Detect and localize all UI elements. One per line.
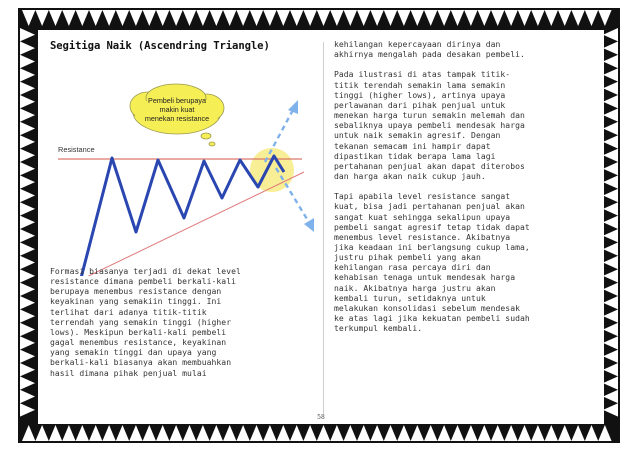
bubble-text-line-3: menekan resistance [144,114,210,123]
bubble-text-line-2: makin kuat [159,105,195,114]
left-column [50,40,312,378]
right-column [334,40,596,345]
breakout-up-arrowhead [288,100,298,114]
page-content [38,30,604,424]
thought-bubble [130,84,224,146]
left-paragraph: Formasi biasanya terjadi di dekat level resistance dimana pembeli berkali-kali berupaya menembus resistance dengan keyakinan yang semakiin tinggi. Ini terlihat dari adanya titik-titik terrendah yang semakin tinggi (higher lows). Meskipun berkali-kali pembeli gagal menembus resistance, keyakinan yang semakin tinggi dan upaya yang berkali-kali biasanya akan membuahkan hasil dimana pihak penjual mulai [50,267,241,378]
page-number: 58 [317,414,325,421]
breakdown-down-arrowhead [304,218,314,232]
bubble-text-line-1: Pembeli berupaya [148,96,206,105]
resistance-label: Resistance [58,145,95,154]
column-divider [323,42,324,414]
right-paragraph-3: Tapi apabila level resistance sangat kuat, bisa jadi pertahanan penjual akan sangat kuat sehingga sekalipun upaya pembeli sangat agresif tetap tidak dapat menembus level resistance. Akibatnya jika keadaan ini berlangsung cukup lama, justru pihak pembeli yang akan kehilangan rasa percaya diri dan kehabisan tenaga untuk mendesak harga naik. Akibatnya harga justru akan kembali turun, setidaknya untuk melakukan konsolidasi sebelum mendesak ke atas lagi jika kekuatan pembeli sudah terkumpul kembali. [334,192,530,334]
ascending-triangle-illustration [52,56,314,276]
right-paragraph-1: kehilangan kepercayaan dirinya dan akhirnya mengalah pada desakan pembeli. [334,40,525,60]
right-paragraph-2: Pada ilustrasi di atas tampak titik- titik terendah semakin lama semakin tinggi (higher lows), artinya upaya perlawanan dari pihak penjual untuk menekan harga turun semakin melemah dan sebaliknya upaya pembeli mendesak harga untuk naik semakin agresif. Dengan tekanan semacam ini hampir dapat dipastikan tidak berapa lama lagi pertahanan penjual akan dapat diterobos dan harga akan naik cukup jauh. [334,70,525,181]
section-heading: Segitiga Naik (Ascendring Triangle) [50,40,270,52]
